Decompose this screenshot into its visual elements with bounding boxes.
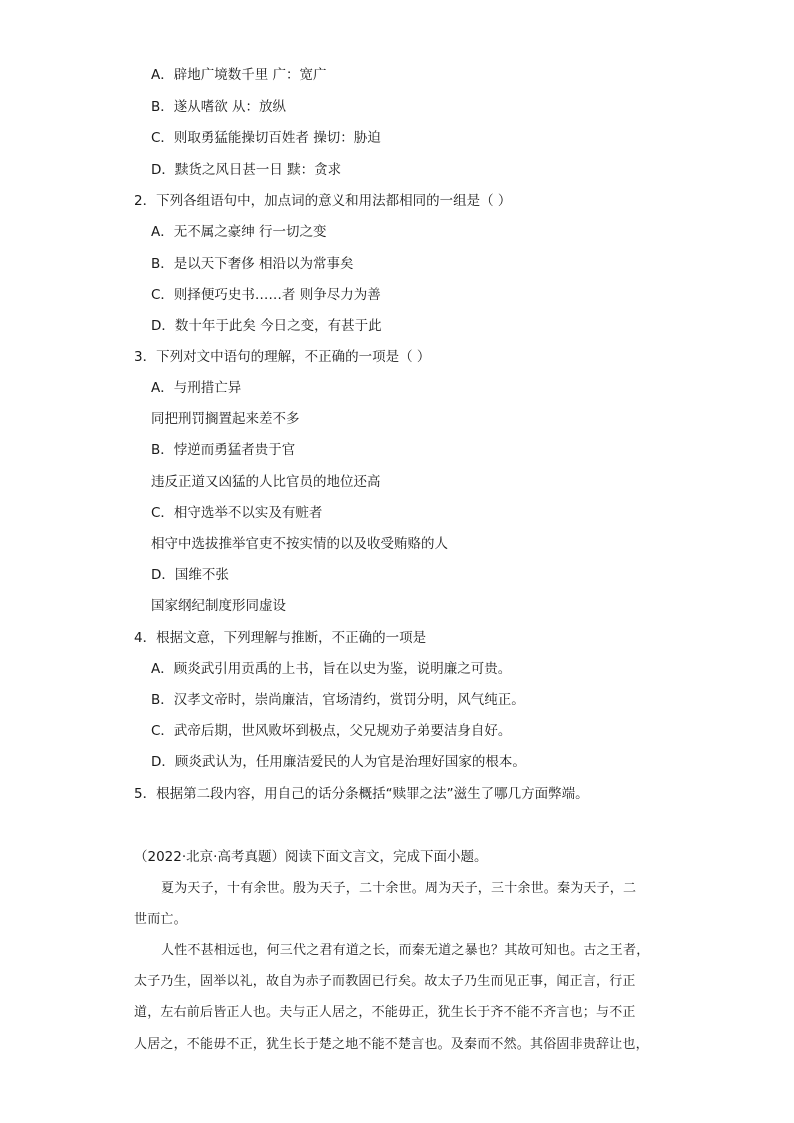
q1-option-a: A．辟地广境数千里 广：宽广 xyxy=(151,67,327,83)
q4-option-a: A．顾炎武引用贡禹的上书，旨在以史为鉴，说明廉之可贵。 xyxy=(151,661,512,677)
passage-line-2: 世而亡。 xyxy=(134,912,187,927)
q1-option-d: D．黩货之风日甚一日 黩：贪求 xyxy=(151,162,342,178)
q3-explain-d: 国家纲纪制度形同虚设 xyxy=(151,598,286,614)
passage-line-6: 人居之，不能毋不正，犹生长于楚之地不能不楚言也。及秦而不然。其俗固非贵辞让也， xyxy=(134,1037,649,1052)
q3-option-b: B．悖逆而勇猛者贵于官 xyxy=(151,442,296,458)
passage-line-5: 道，左右前后皆正人也。夫与正人居之，不能毋正，犹生长于齐不能不齐言也；与不正 xyxy=(134,1005,636,1020)
q2-option-b: B．是以天下奢侈 相沿以为常事矣 xyxy=(151,256,354,272)
q3-stem: 3．下列对文中语句的理解，不正确的一项是（ ） xyxy=(134,349,431,365)
q1-option-c: C．则取勇猛能操切百姓者 操切：胁迫 xyxy=(151,130,381,146)
q3-option-d: D．国维不张 xyxy=(151,567,229,583)
q3-explain-b: 违反正道又凶猛的人比官员的地位还高 xyxy=(151,474,381,490)
passage-line-4: 太子乃生，固举以礼，故自为赤子而教固已行矣。故太子乃生而见正事，闻正言，行正 xyxy=(134,974,636,989)
q4-stem: 4．根据文意，下列理解与推断，不正确的一项是 xyxy=(134,630,427,646)
q3-option-c: C．相守选举不以实及有赃者 xyxy=(151,505,323,521)
q3-option-a: A．与刑措亡异 xyxy=(151,380,242,396)
section-intro: （2022·北京·高考真题）阅读下面文言文，完成下面小题。 xyxy=(134,849,488,865)
q3-explain-c: 相守中选拔推举官吏不按实情的以及收受贿赂的人 xyxy=(151,536,448,552)
q4-option-b: B．汉孝文帝时，崇尚廉洁，官场清约，赏罚分明，风气纯正。 xyxy=(151,692,525,708)
passage-line-3: 人性不甚相远也，何三代之君有道之长，而秦无道之暴也？其故可知也。古之王者， xyxy=(161,943,650,958)
q4-option-c: C．武帝后期，世风败坏到极点，父兄规劝子弟要洁身自好。 xyxy=(151,723,512,739)
q2-option-d: D．数十年于此矣 今日之变，有甚于此 xyxy=(151,318,382,334)
q4-option-d: D．顾炎武认为，任用廉洁爱民的人为官是治理好国家的根本。 xyxy=(151,754,526,770)
q2-option-c: C．则择便巧史书……者 则争尽力为善 xyxy=(151,287,381,303)
q2-stem: 2．下列各组语句中，加点词的意义和用法都相同的一组是（ ） xyxy=(134,193,512,209)
q2-option-a: A．无不属之豪绅 行一切之变 xyxy=(151,224,327,240)
q5-stem: 5．根据第二段内容，用自己的话分条概括“赎罪之法”滋生了哪几方面弊端。 xyxy=(134,786,589,802)
q1-option-b: B．遂从嗜欲 从：放纵 xyxy=(151,99,287,115)
q3-explain-a: 同把刑罚搁置起来差不多 xyxy=(151,411,300,427)
passage-line-1: 夏为天子，十有余世。殷为天子，二十余世。周为天子，三十余世。秦为天子，二 xyxy=(161,881,637,896)
